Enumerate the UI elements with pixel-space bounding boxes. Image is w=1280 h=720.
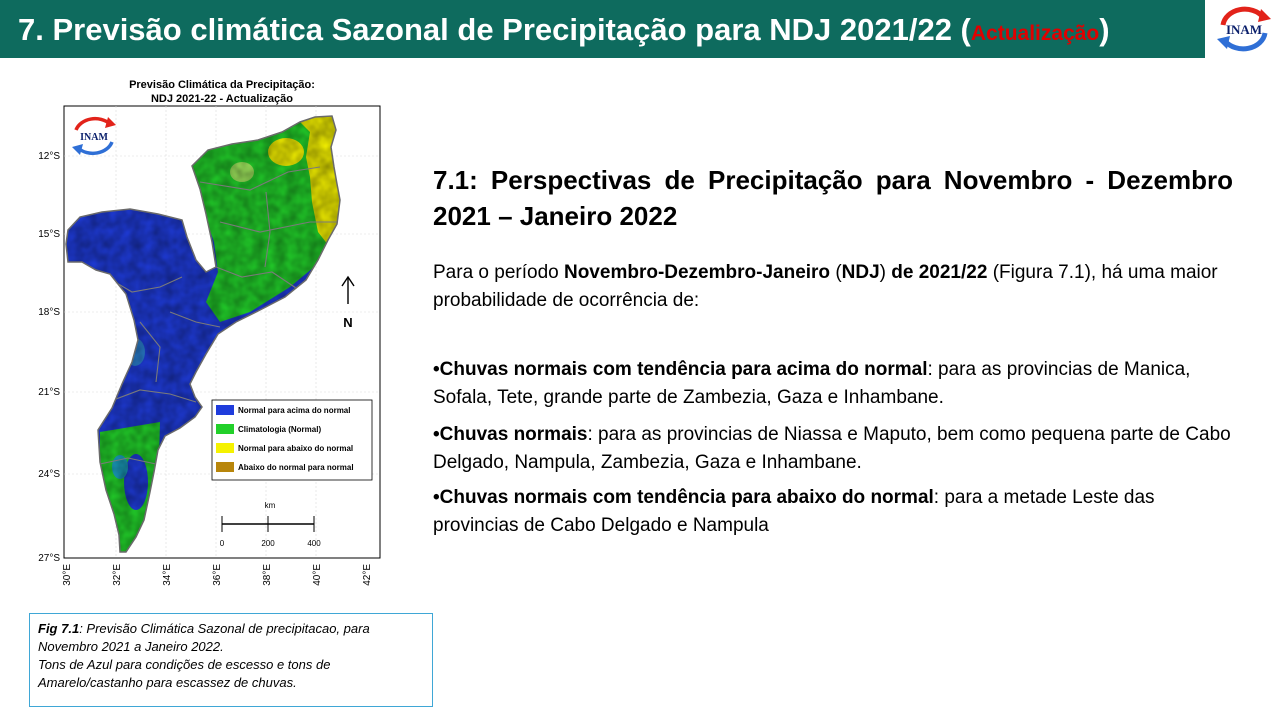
lon-label-38e: 38°E — [262, 564, 273, 586]
caption-label: Fig 7.1 — [38, 621, 80, 636]
lat-label-15s: 15°S — [38, 229, 60, 240]
section-title: 7.1: Perspectivas de Precipitação para Novembro - Dezembro 2021 – Janeiro 2022 — [433, 165, 1233, 231]
map-logo-text: INAM — [80, 132, 108, 143]
caption-line1: : Previsão Climática Sazonal de precipitacao, para Novembro 2021 a Janeiro 2022. — [38, 621, 370, 654]
bullet-below-normal-text: : para a metade Leste das provincias de Cabo Delgado e Nampula — [433, 487, 1155, 536]
bullet-above-normal-heading: •Chuvas normais com tendência para acima do normal — [433, 359, 928, 380]
legend-label-below: Normal para abaixo do normal — [238, 444, 354, 453]
logo-text: INAM — [1225, 22, 1263, 37]
scale-tick-0: 0 — [219, 539, 225, 548]
lat-label-18s: 18°S — [38, 307, 60, 318]
intro-text-1: Para o período — [433, 262, 564, 283]
lon-label-42e: 42°E — [362, 564, 373, 586]
bullet-normal-text: : para as provincias de Niassa e Maputo, bem como pequena parte de Cabo Delgado, Nampula, Zambezia, Gaza e Inhambane. — [433, 424, 1231, 473]
forecast-map — [20, 72, 392, 602]
intro-period: Novembro-Dezembro-Janeiro — [563, 262, 831, 283]
figure-caption — [29, 613, 433, 707]
bullet-below-normal-heading: •Chuvas normais com tendência para abaixo do normal — [433, 487, 934, 508]
lat-label-21s: 21°S — [38, 387, 60, 398]
scale-tick-400: 400 — [307, 539, 321, 548]
forecast-map-panel — [20, 72, 392, 602]
legend-label-above: Normal para acima do normal — [238, 406, 351, 415]
legend-swatch-below-normal — [216, 462, 234, 472]
map-title-line1: Previsão Climática da Precipitação: — [129, 79, 315, 91]
page-title — [18, 12, 1110, 48]
bullet-above-normal — [433, 356, 1233, 412]
caption-line2: Tons de Azul para condições de escesso e tons de Amarelo/castanho para escassez de chuvas. — [38, 657, 331, 690]
scale-tick-200: 200 — [261, 539, 275, 548]
legend-swatch-below — [216, 443, 234, 453]
lon-label-40e: 40°E — [312, 564, 323, 586]
map-title-line2: NDJ 2021-22 - Actualização — [150, 93, 294, 105]
bullet-below-normal — [433, 484, 1233, 540]
title-text: 7. Previsão climática Sazonal de Precipitação para NDJ 2021/22 ( — [18, 12, 971, 47]
inam-logo — [1207, 0, 1280, 58]
lon-label-30e: 30°E — [62, 564, 73, 586]
lat-label-12s: 12°S — [38, 151, 60, 162]
intro-text-4: (Figura 7.1), há uma maior probabilidade de ocorrência de: — [433, 262, 1218, 311]
bullet-above-normal-text: : para as provincias de Manica, Sofala, Tete, grande parte de Zambezia, Gaza e Inhambane. — [433, 359, 1191, 408]
title-close: ) — [1099, 12, 1110, 47]
legend-swatch-normal — [216, 424, 234, 434]
lat-label-24s: 24°S — [38, 469, 60, 480]
intro-paragraph — [433, 259, 1233, 315]
bullet-normal-heading: •Chuvas normais — [433, 424, 588, 445]
bullet-normal — [433, 421, 1233, 477]
scale-unit: km — [264, 501, 276, 510]
lat-label-27s: 27°S — [38, 553, 60, 564]
title-highlight: Actualização — [970, 22, 1100, 45]
legend-swatch-above — [216, 405, 234, 415]
lon-label-32e: 32°E — [112, 564, 123, 586]
header-bar — [0, 0, 1205, 58]
lon-label-34e: 34°E — [162, 564, 173, 586]
north-label: N — [343, 315, 353, 330]
intro-text-2: ( — [830, 262, 842, 283]
intro-year: de 2021/22 — [891, 262, 988, 283]
inam-logo-icon — [1211, 3, 1277, 55]
legend-label-normal: Climatologia (Normal) — [238, 425, 322, 434]
lon-label-36e: 36°E — [212, 564, 223, 586]
intro-text-3: ) — [879, 262, 892, 283]
legend-label-below-normal: Abaixo do normal para normal — [238, 463, 354, 472]
intro-ndj: NDJ — [841, 262, 880, 283]
